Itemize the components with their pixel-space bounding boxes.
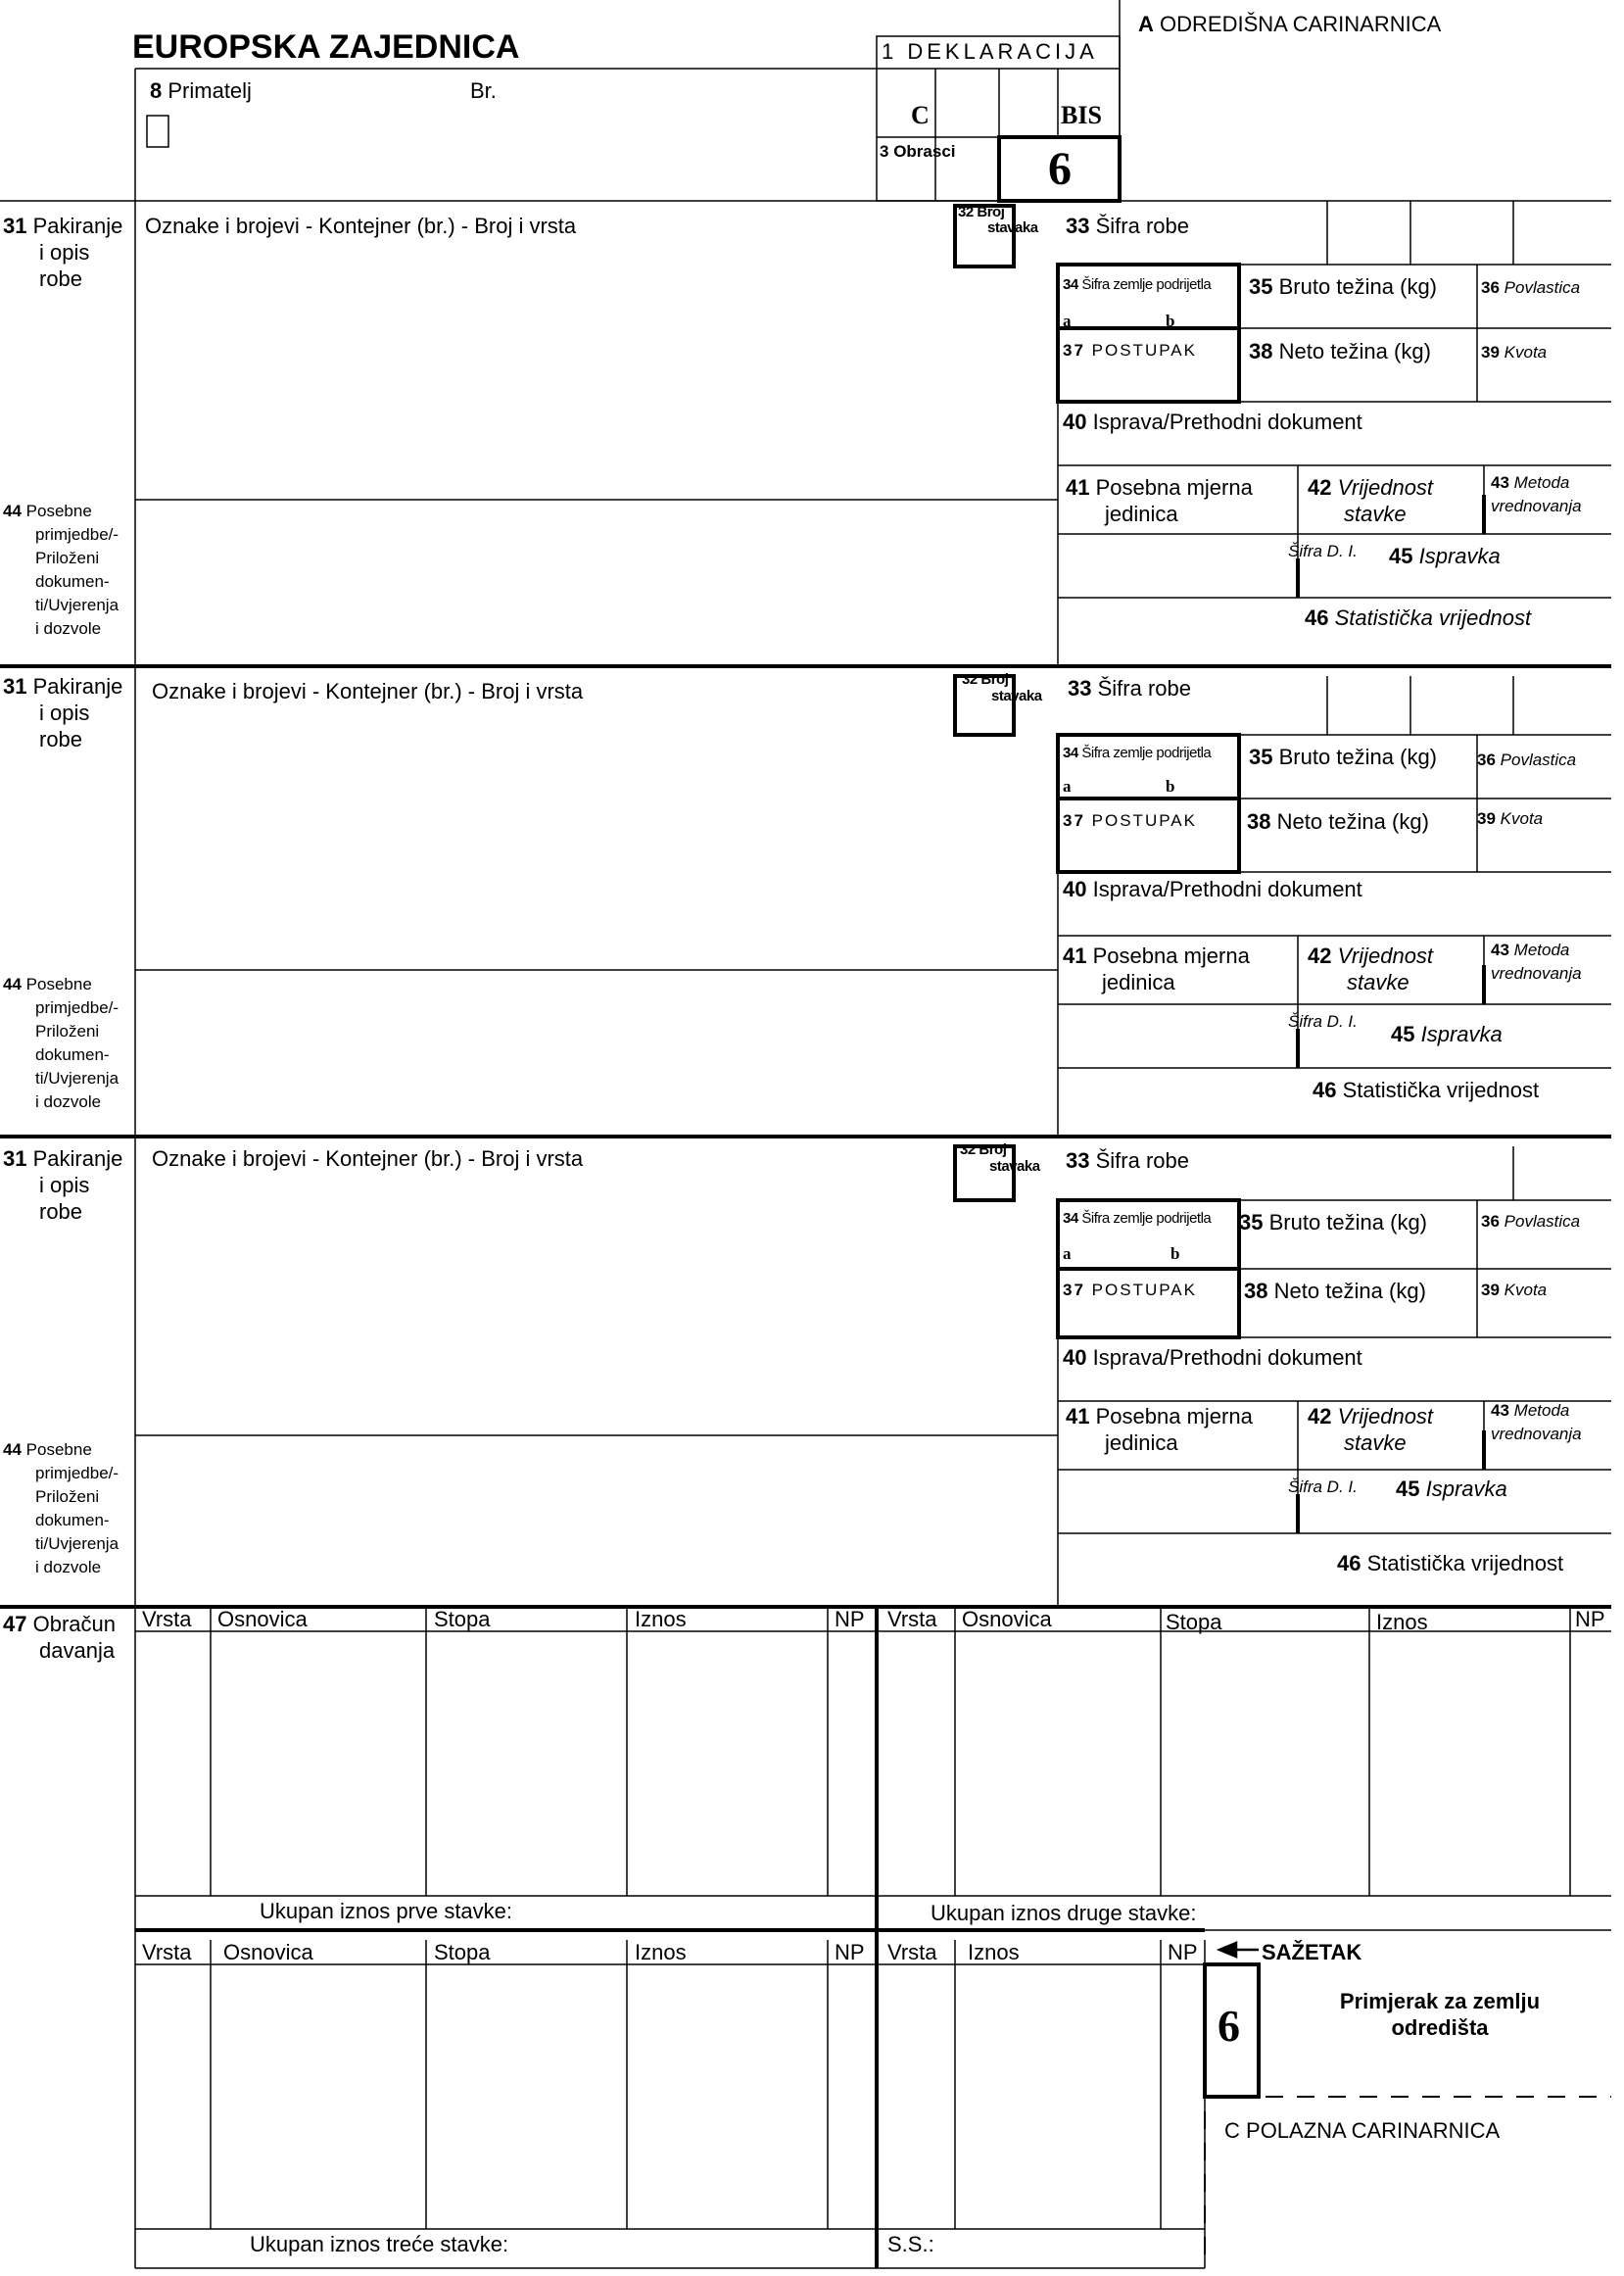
tax2-col-rate: Stopa: [1166, 1610, 1222, 1634]
declaration-type-bis: BIS: [1061, 101, 1102, 129]
b3-field-36-label: 36 Povlastica: [1481, 1212, 1581, 1231]
b1-field-32-line2: stavaka: [987, 219, 1038, 236]
b3-field-44-line5: ti/Uvjerenja: [35, 1534, 119, 1553]
b2-field-41-line2: jedinica: [1102, 970, 1175, 994]
tax2-col-amount: Iznos: [1376, 1610, 1428, 1634]
b3-field-34b: b: [1170, 1244, 1180, 1263]
b2-field-32-line2: stavaka: [991, 688, 1042, 704]
b1-field-45-label: 45 Ispravka: [1389, 544, 1501, 568]
tax2-col-base: Osnovica: [962, 1607, 1052, 1631]
total-first-item-label: Ukupan iznos prve stavke:: [260, 1899, 513, 1923]
summary-col-type: Vrsta: [887, 1940, 937, 1964]
b1-field-46-label: 46 Statistička vrijednost: [1305, 605, 1532, 630]
b3-field-44-line6: i dozvole: [35, 1558, 102, 1576]
b1-field-34-label: 34 Šifra zemlje podrijetla: [1063, 276, 1212, 293]
b1-marks-label: Oznake i brojevi - Kontejner (br.) - Broj i vrsta: [145, 214, 577, 238]
b2-field-44-line6: i dozvole: [35, 1092, 102, 1111]
tax3-col-base: Osnovica: [223, 1940, 313, 1964]
b3-field-di-code: Šifra D. I.: [1288, 1477, 1358, 1496]
field-47-label: 47 Obračun: [3, 1612, 116, 1636]
field-3-forms-label: 3 Obrasci: [880, 142, 956, 161]
b3-field-41-line2: jedinica: [1105, 1430, 1178, 1455]
tax1-col-base: Osnovica: [217, 1607, 308, 1631]
field-8-number-label: Br.: [470, 78, 497, 103]
b1-field-44-line5: ti/Uvjerenja: [35, 596, 119, 614]
b2-field-43-label: 43 Metoda: [1491, 941, 1570, 959]
b1-field-44-line3: Priloženi: [35, 549, 100, 567]
copy-destination-line1: Primjerak za zemlju: [1339, 1989, 1541, 2013]
b3-field-40-label: 40 Isprava/Prethodni dokument: [1063, 1345, 1362, 1370]
b1-field-42-label: 42 Vrijednost: [1308, 475, 1434, 500]
b3-field-44-line3: Priloženi: [35, 1487, 100, 1506]
b3-field-33-label: 33 Šifra robe: [1066, 1148, 1189, 1173]
summary-col-mp: NP: [1168, 1940, 1198, 1964]
b2-marks-label: Oznake i brojevi - Kontejner (br.) - Broj i vrsta: [152, 679, 584, 703]
total-third-item-label: Ukupan iznos treće stavke:: [250, 2232, 509, 2256]
b1-field-32-label: 32 Broj: [958, 204, 1005, 220]
tax3-col-mp: NP: [835, 1940, 865, 1964]
b2-field-34a: a: [1063, 777, 1072, 796]
copy-number-footer: 6: [1218, 2001, 1240, 2051]
b1-field-43-label: 43 Metoda: [1491, 473, 1570, 492]
b2-field-40-label: 40 Isprava/Prethodni dokument: [1063, 877, 1362, 901]
b3-field-34a: a: [1063, 1244, 1072, 1263]
ss-label: S.S.:: [887, 2232, 934, 2256]
b1-field-34a: a: [1063, 312, 1072, 330]
b2-field-44-label: 44 Posebne: [3, 975, 92, 993]
b2-field-36-label: 36 Povlastica: [1477, 751, 1577, 769]
tax2-col-type: Vrsta: [887, 1607, 937, 1631]
copy-number-header: 6: [1048, 143, 1072, 195]
tax1-col-rate: Stopa: [434, 1607, 491, 1631]
b1-field-40-label: 40 Isprava/Prethodni dokument: [1063, 410, 1362, 434]
b2-field-38-label: 38 Neto težina (kg): [1247, 809, 1429, 834]
tax2-col-mp: NP: [1575, 1607, 1605, 1631]
b1-field-39-label: 39 Kvota: [1481, 343, 1548, 362]
b2-field-37-label: 37 POSTUPAK: [1063, 811, 1197, 830]
b1-field-di-code: Šifra D. I.: [1288, 542, 1358, 560]
b1-field-31-line3: robe: [39, 266, 83, 291]
b1-field-34b: b: [1166, 312, 1175, 330]
b1-field-44-line2: primjedbe/-: [35, 525, 119, 544]
field-1-declaration-label: 1 DEKLARACIJA: [882, 39, 1098, 64]
copy-destination-line2: odredišta: [1391, 2015, 1489, 2040]
declaration-type-c: C: [911, 101, 930, 129]
b1-field-44-label: 44 Posebne: [3, 502, 92, 520]
b3-field-43-line2: vrednovanja: [1491, 1425, 1582, 1443]
b2-field-35-label: 35 Bruto težina (kg): [1249, 745, 1438, 769]
b2-field-32-label: 32 Broj: [962, 671, 1009, 688]
total-second-item-label: Ukupan iznos druge stavke:: [931, 1901, 1197, 1925]
b3-field-37-label: 37 POSTUPAK: [1063, 1281, 1197, 1299]
b2-field-46-label: 46 Statistička vrijednost: [1313, 1078, 1540, 1102]
b2-field-39-label: 39 Kvota: [1477, 809, 1544, 828]
b3-field-44-label: 44 Posebne: [3, 1440, 92, 1459]
tax1-col-amount: Iznos: [635, 1607, 687, 1631]
b3-field-38-label: 38 Neto težina (kg): [1244, 1279, 1426, 1303]
b2-field-41-label: 41 Posebna mjerna: [1063, 944, 1250, 968]
b1-field-31-label: 31 Pakiranje: [3, 214, 123, 238]
b2-field-34b: b: [1166, 777, 1175, 796]
b2-field-31-line2: i opis: [39, 701, 90, 725]
b1-field-31-line2: i opis: [39, 240, 90, 265]
b2-field-43-line2: vrednovanja: [1491, 964, 1582, 983]
b2-field-34-label: 34 Šifra zemlje podrijetla: [1063, 745, 1212, 761]
b2-field-31-label: 31 Pakiranje: [3, 674, 123, 699]
b1-field-42-line2: stavke: [1344, 502, 1407, 526]
tax3-col-amount: Iznos: [635, 1940, 687, 1964]
b3-field-32-line2: stavaka: [989, 1158, 1040, 1175]
field-c-departure-office: C POLAZNA CARINARNICA: [1224, 2118, 1501, 2143]
b2-field-44-line3: Priloženi: [35, 1022, 100, 1041]
b3-field-32-label: 32 Broj: [960, 1141, 1007, 1158]
field-47-line2: davanja: [39, 1638, 116, 1663]
b3-field-42-line2: stavke: [1344, 1430, 1407, 1455]
field-8-consignee-label: 8 Primatelj: [150, 78, 252, 103]
b2-field-42-label: 42 Vrijednost: [1308, 944, 1434, 968]
b3-field-43-label: 43 Metoda: [1491, 1401, 1570, 1420]
b1-field-44-line4: dokumen-: [35, 572, 110, 591]
tax1-col-mp: NP: [835, 1607, 865, 1631]
summary-col-amount: Iznos: [968, 1940, 1020, 1964]
b3-field-31-line3: robe: [39, 1199, 83, 1224]
b3-field-35-label: 35 Bruto težina (kg): [1239, 1210, 1428, 1235]
b1-field-41-line2: jedinica: [1105, 502, 1178, 526]
b2-field-44-line4: dokumen-: [35, 1045, 110, 1064]
field-a-destination-office: A ODREDIŠNA CARINARNICA: [1138, 12, 1442, 36]
b2-field-44-line5: ti/Uvjerenja: [35, 1069, 119, 1088]
summary-label: SAŽETAK: [1262, 1940, 1362, 1964]
b2-field-33-label: 33 Šifra robe: [1068, 676, 1191, 701]
b3-field-39-label: 39 Kvota: [1481, 1281, 1548, 1299]
b3-field-42-label: 42 Vrijednost: [1308, 1404, 1434, 1429]
community-title: EUROPSKA ZAJEDNICA: [132, 28, 520, 66]
b3-field-31-label: 31 Pakiranje: [3, 1146, 123, 1171]
b3-marks-label: Oznake i brojevi - Kontejner (br.) - Broj i vrsta: [152, 1146, 584, 1171]
b2-field-di-code: Šifra D. I.: [1288, 1012, 1358, 1031]
b3-field-46-label: 46 Statistička vrijednost: [1337, 1551, 1564, 1575]
tax3-col-type: Vrsta: [142, 1940, 192, 1964]
b1-field-38-label: 38 Neto težina (kg): [1249, 339, 1431, 363]
b1-field-43-line2: vrednovanja: [1491, 497, 1582, 515]
b1-field-44-line6: i dozvole: [35, 619, 102, 638]
b3-field-31-line2: i opis: [39, 1173, 90, 1197]
b1-field-36-label: 36 Povlastica: [1481, 278, 1581, 297]
b2-field-31-line3: robe: [39, 727, 83, 751]
b1-field-37-label: 37 POSTUPAK: [1063, 341, 1197, 360]
b1-field-35-label: 35 Bruto težina (kg): [1249, 274, 1438, 299]
b1-field-41-label: 41 Posebna mjerna: [1066, 475, 1253, 500]
b3-field-45-label: 45 Ispravka: [1396, 1477, 1507, 1501]
b2-field-44-line2: primjedbe/-: [35, 998, 119, 1017]
b2-field-45-label: 45 Ispravka: [1391, 1022, 1503, 1046]
b3-field-44-line2: primjedbe/-: [35, 1464, 119, 1482]
b2-field-42-line2: stavke: [1347, 970, 1409, 994]
b3-field-41-label: 41 Posebna mjerna: [1066, 1404, 1253, 1429]
tax1-col-type: Vrsta: [142, 1607, 192, 1631]
b3-field-44-line4: dokumen-: [35, 1511, 110, 1529]
tax3-col-rate: Stopa: [434, 1940, 491, 1964]
b3-field-34-label: 34 Šifra zemlje podrijetla: [1063, 1210, 1212, 1227]
b1-field-33-label: 33 Šifra robe: [1066, 214, 1189, 238]
